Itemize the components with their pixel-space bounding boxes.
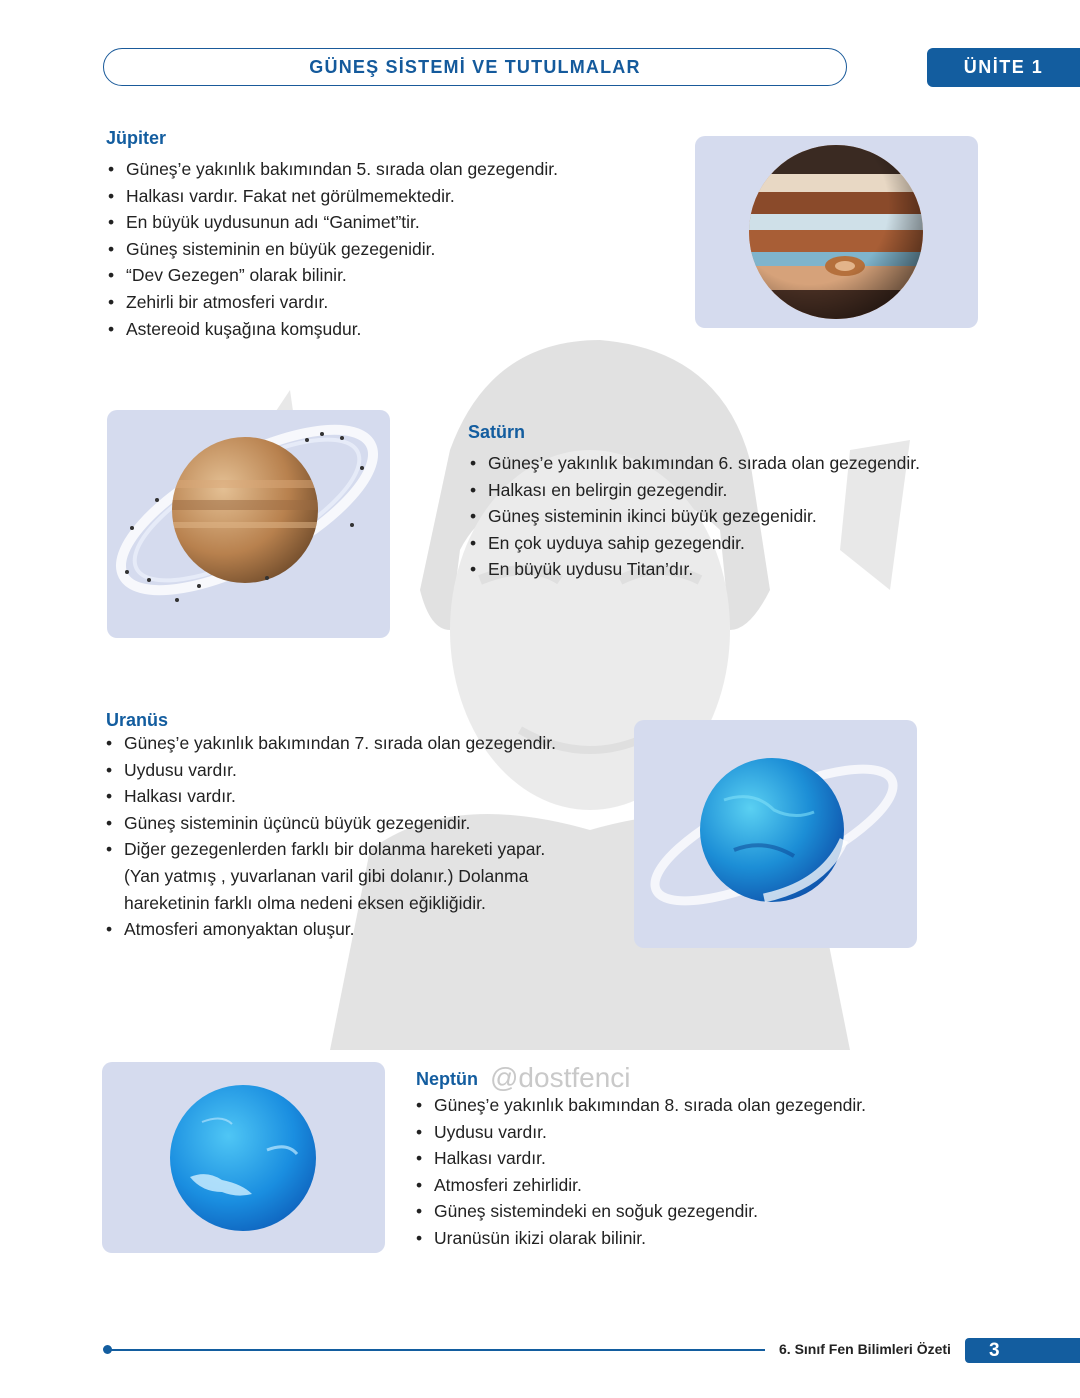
unit-badge: ÜNİTE 1 — [927, 48, 1080, 87]
book-title: 6. Sınıf Fen Bilimleri Özeti — [779, 1341, 951, 1357]
list-item-line: hareketinin farklı olma nedeni eksen eğikliğidir. — [124, 892, 486, 913]
list-item: • Güneş sisteminin üçüncü büyük gezegenidir. — [104, 810, 556, 837]
uranus-list — [104, 730, 556, 943]
jupiter-planet-icon — [695, 136, 978, 328]
list-item-line: Diğer gezegenlerden farklı bir dolanma hareketi yapar. — [124, 839, 546, 860]
list-item: • Atmosferi zehirlidir. — [414, 1172, 866, 1199]
list-item: • Güneş’e yakınlık bakımından 7. sırada olan gezegendir. — [104, 730, 556, 757]
page-number: 3 — [965, 1338, 1080, 1363]
list-item: • Halkası en belirgin gezegendir. — [468, 477, 920, 504]
chapter-title: GÜNEŞ SİSTEMİ VE TUTULMALAR — [103, 48, 847, 86]
neptune-title: Neptün — [416, 1069, 478, 1089]
list-item — [104, 836, 556, 916]
saturn-list — [468, 450, 920, 583]
watermark-handle: @dostfenci — [490, 1062, 631, 1093]
jupiter-title: Jüpiter — [106, 128, 167, 148]
jupiter-image-card — [695, 136, 978, 328]
uranus-title: Uranüs — [106, 710, 169, 730]
list-item: • Halkası vardır. — [414, 1145, 866, 1172]
uranus-image-card — [634, 720, 917, 948]
list-item: • Zehirli bir atmosferi vardır. — [106, 289, 558, 316]
neptune-planet-icon — [102, 1062, 385, 1253]
list-item: • Güneş’e yakınlık bakımından 8. sırada olan gezegendir. — [414, 1092, 866, 1119]
list-item: • Halkası vardır. Fakat net görülmemektedir. — [106, 183, 558, 210]
list-item: • Halkası vardır. — [104, 783, 556, 810]
list-item: • En çok uyduya sahip gezegendir. — [468, 530, 920, 557]
footer-divider — [107, 1349, 765, 1351]
saturn-image-card — [107, 410, 390, 638]
list-item: • Güneş’e yakınlık bakımından 5. sırada olan gezegendir. — [106, 156, 558, 183]
list-item-line: (Yan yatmış , yuvarlanan varil gibi dolanır.) Dolanma — [124, 865, 529, 886]
saturn-title: Satürn — [468, 422, 526, 442]
list-item: • Uydusu vardır. — [414, 1119, 866, 1146]
list-item: • Güneş’e yakınlık bakımından 6. sırada olan gezegendir. — [468, 450, 920, 477]
saturn-planet-icon — [107, 410, 390, 638]
list-item: • Güneş sisteminin ikinci büyük gezegenidir. — [468, 503, 920, 530]
list-item: • Güneş sistemindeki en soğuk gezegendir. — [414, 1198, 866, 1225]
uranus-planet-icon — [634, 720, 917, 948]
list-item: • Güneş sisteminin en büyük gezegenidir. — [106, 236, 558, 263]
jupiter-list — [106, 156, 558, 342]
list-item: • Uranüsün ikizi olarak bilinir. — [414, 1225, 866, 1252]
list-item: • Atmosferi amonyaktan oluşur. — [104, 916, 556, 943]
list-item: • En büyük uydusunun adı “Ganimet”tir. — [106, 209, 558, 236]
neptune-image-card — [102, 1062, 385, 1253]
list-item: • Uydusu vardır. — [104, 757, 556, 784]
list-item: • “Dev Gezegen” olarak bilinir. — [106, 262, 558, 289]
neptune-list — [414, 1092, 866, 1252]
list-item: • En büyük uydusu Titan’dır. — [468, 556, 920, 583]
list-item: • Astereoid kuşağına komşudur. — [106, 316, 558, 343]
